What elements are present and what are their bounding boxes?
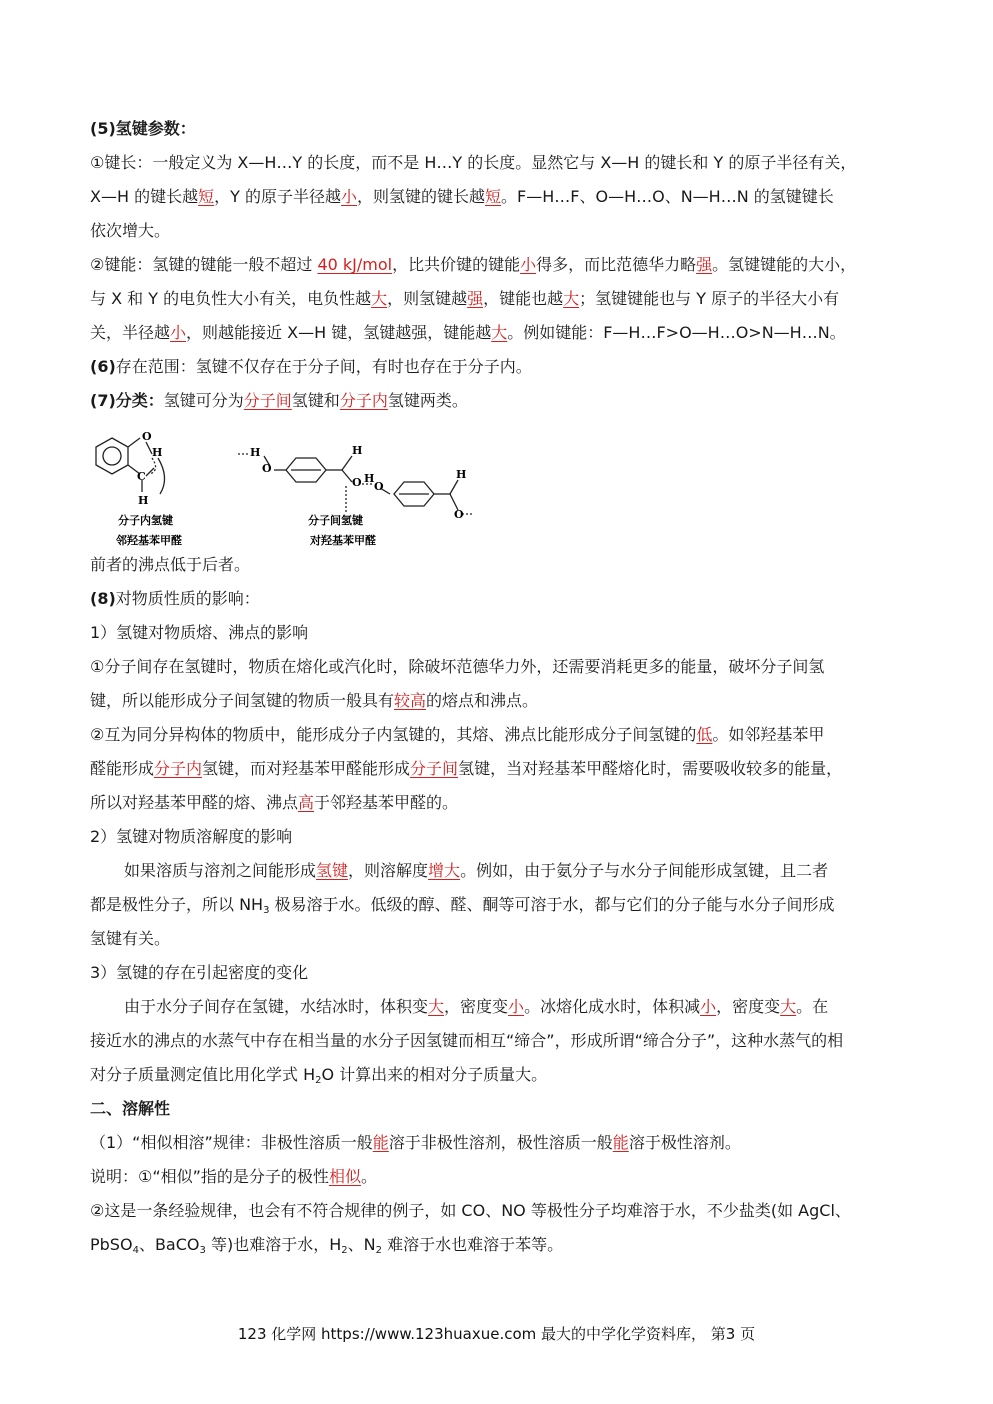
text-segment: 键，所以能形成分子间氢键的物质一般具有 xyxy=(90,691,395,710)
text-segment: (8) xyxy=(90,589,116,608)
text-segment: 极易溶于水。低级的醇、醛、酮等可溶于水，都与它们的分子能与水分子间形成 xyxy=(269,895,835,914)
subscript: 3 xyxy=(263,905,270,916)
text-line xyxy=(90,582,906,616)
intramolecular-label: 分子内氢键 xyxy=(118,514,173,527)
benzaldehyde-structures-diagram xyxy=(90,418,510,548)
answer-blank: 相似 xyxy=(328,1167,361,1186)
answer-blank: 40 kJ/mol xyxy=(317,255,393,274)
subscript: 4 xyxy=(132,1245,139,1256)
text-segment: 1）氢键对物质熔、沸点的影响 xyxy=(90,623,309,642)
text-segment: ②这是一条经验规律，也会有不符合规律的例子，如 CO、NO 等极性分子均难溶于水，不少盐类(如 AgCl、 xyxy=(90,1201,851,1220)
answer-blank: 短 xyxy=(198,187,215,206)
text-segment: 难溶于水也难溶于苯等。 xyxy=(381,1235,564,1254)
text-segment: O 计算出来的相对分子质量大。 xyxy=(321,1065,548,1084)
atom-h-label: H xyxy=(138,494,149,507)
text-segment: (5)氢键参数： xyxy=(90,119,196,138)
text-line xyxy=(90,1228,906,1262)
text-line xyxy=(90,820,906,854)
text-segment: 。氢键键能的大小， xyxy=(712,255,857,274)
text-segment: 。 xyxy=(360,1167,377,1186)
text-segment: 。如邻羟基苯甲 xyxy=(712,725,825,744)
answer-blank: 强 xyxy=(696,255,713,274)
ortho-name-label: 邻羟基苯甲醛 xyxy=(116,534,182,547)
text-segment: 。例如，由于氨分子与水分子间能形成氢键，且二者 xyxy=(460,861,829,880)
text-segment: 。在 xyxy=(796,997,829,1016)
text-segment: ，则溶解度 xyxy=(348,861,429,880)
text-segment: PbSO xyxy=(90,1235,133,1254)
answer-blank: 分子间 xyxy=(243,391,292,410)
answer-blank: 强 xyxy=(467,289,484,308)
text-segment: ①分子间存在氢键时，物质在熔化或汽化时，除破坏范德华力外，还需要消耗更多的能量，破坏分子间氢 xyxy=(90,657,825,676)
text-segment: ，密度变 xyxy=(444,997,509,1016)
text-line xyxy=(90,956,906,990)
text-line xyxy=(90,248,906,282)
text-segment: X—H 的键长越 xyxy=(90,187,199,206)
text-segment: (7)分类： xyxy=(90,391,164,410)
text-segment: 。冰熔化成水时，体积减 xyxy=(524,997,701,1016)
answer-blank: 氢键 xyxy=(316,861,349,880)
atom-o-label: O xyxy=(262,462,272,475)
answer-blank: 小 xyxy=(700,997,717,1016)
text-segment: 2）氢键对物质溶解度的影响 xyxy=(90,827,293,846)
text-segment: 、N xyxy=(347,1235,376,1254)
text-segment: 氢键，而对羟基苯甲醛能形成 xyxy=(202,759,411,778)
text-line xyxy=(90,282,906,316)
subscript: 2 xyxy=(341,1245,348,1256)
text-line xyxy=(90,1126,906,1160)
text-line xyxy=(90,616,906,650)
text-segment: 二、溶解性 xyxy=(90,1099,171,1118)
text-segment: 与 X 和 Y 的电负性大小有关，电负性越 xyxy=(90,289,372,308)
answer-blank: 低 xyxy=(696,725,713,744)
text-line xyxy=(90,548,906,582)
text-line xyxy=(90,384,906,418)
text-segment: 溶于非极性溶剂，极性溶质一般 xyxy=(388,1133,613,1152)
text-segment: 对分子质量测定值比用化学式 H xyxy=(90,1065,316,1084)
subscript: 2 xyxy=(375,1245,382,1256)
text-line xyxy=(90,146,906,180)
text-segment: ②互为同分异构体的物质中，能形成分子内氢键的，其熔、沸点比能形成分子间氢键的 xyxy=(90,725,697,744)
atom-o-label: O xyxy=(142,430,152,443)
text-segment: 。F—H…F、O—H…O、N—H…N 的氢键键长 xyxy=(501,187,834,206)
atom-h-label: H xyxy=(352,444,363,457)
text-segment: ；氢键键能也与 Y 原子的半径大小有 xyxy=(579,289,840,308)
page-footer: 123 化学网 https://www.123huaxue.com 最大的中学化学资料库， 第3 页 xyxy=(237,1325,756,1343)
text-line xyxy=(90,214,906,248)
para-name-label: 对羟基苯甲醛 xyxy=(310,534,376,547)
text-segment: 氢键，当对羟基苯甲醛熔化时，需要吸收较多的能量， xyxy=(458,759,843,778)
text-segment: (6) xyxy=(90,357,116,376)
text-segment: ，比共价键的键能 xyxy=(392,255,521,274)
text-line xyxy=(90,1092,906,1126)
text-line xyxy=(90,718,906,752)
text-line xyxy=(90,112,906,146)
text-block-hydrogen-bond-parameters xyxy=(90,112,906,418)
text-segment: 溶于极性溶剂。 xyxy=(628,1133,741,1152)
text-line xyxy=(90,1194,906,1228)
text-segment: 氢键可分为 xyxy=(163,391,244,410)
answer-blank: 小 xyxy=(508,997,525,1016)
answer-blank: 增大 xyxy=(428,861,461,880)
answer-blank: 小 xyxy=(520,255,537,274)
text-segment: 前者的沸点低于后者。 xyxy=(90,555,251,574)
text-segment: 都是极性分子，所以 NH xyxy=(90,895,264,914)
text-segment: ，密度变 xyxy=(716,997,781,1016)
text-segment: 的熔点和沸点。 xyxy=(426,691,539,710)
text-segment: 说明：①“相似”指的是分子的极性 xyxy=(90,1167,329,1186)
answer-blank: 分子内 xyxy=(339,391,388,410)
text-line xyxy=(90,684,906,718)
text-segment: 3）氢键的存在引起密度的变化 xyxy=(90,963,309,982)
text-line xyxy=(90,180,906,214)
text-segment: 所以对羟基苯甲醛的熔、沸点 xyxy=(90,793,299,812)
text-line xyxy=(90,990,906,1024)
text-segment: 、BaCO xyxy=(138,1235,200,1254)
answer-blank: 大 xyxy=(428,997,445,1016)
text-segment: 于邻羟基苯甲醛的。 xyxy=(314,793,459,812)
text-line xyxy=(90,350,906,384)
answer-blank: 大 xyxy=(491,323,508,342)
text-segment: 等)也难溶于水，H xyxy=(205,1235,342,1254)
text-segment: ，Y 的原子半径越 xyxy=(214,187,341,206)
text-segment: 存在范围：氢键不仅存在于分子间，有时也存在于分子内。 xyxy=(115,357,532,376)
answer-blank: 大 xyxy=(371,289,388,308)
text-segment: 氢键和 xyxy=(291,391,340,410)
atom-o-label: O xyxy=(352,476,362,489)
text-segment: ，键能也越 xyxy=(483,289,564,308)
atom-o-label: O xyxy=(374,480,384,493)
text-segment: 氢键有关。 xyxy=(90,929,171,948)
document-page xyxy=(90,112,906,1262)
answer-blank: 小 xyxy=(340,187,357,206)
answer-blank: 大 xyxy=(563,289,580,308)
answer-blank: 高 xyxy=(298,793,315,812)
atom-h-label: H xyxy=(250,446,261,459)
atom-o-label: O xyxy=(454,508,464,521)
atom-h-label: H xyxy=(364,472,375,485)
answer-blank: 小 xyxy=(170,323,187,342)
text-line xyxy=(90,1024,906,1058)
atom-h-label: H xyxy=(456,468,467,481)
text-segment: 。例如键能：F—H…F>O—H…O>N—H…N。 xyxy=(507,323,846,342)
text-line xyxy=(90,786,906,820)
intermolecular-label: 分子间氢键 xyxy=(308,514,363,527)
text-line xyxy=(90,650,906,684)
text-segment: 关，半径越 xyxy=(90,323,171,342)
text-segment: ②键能：氢键的键能一般不超过 xyxy=(90,255,318,274)
text-segment: 依次增大。 xyxy=(90,221,171,240)
text-segment: 由于水分子间存在氢键，水结冰时，体积变 xyxy=(124,997,429,1016)
answer-blank: 能 xyxy=(612,1133,629,1152)
text-segment: ，则氢键越 xyxy=(387,289,468,308)
text-line xyxy=(90,854,906,888)
answer-blank: 大 xyxy=(780,997,797,1016)
text-segment: 氢键两类。 xyxy=(387,391,468,410)
answer-blank: 分子内 xyxy=(154,759,203,778)
structure-figure xyxy=(90,418,906,548)
answer-blank: 短 xyxy=(485,187,502,206)
answer-blank: 较高 xyxy=(394,691,427,710)
text-segment: （1）“相似相溶”规律：非极性溶质一般 xyxy=(90,1133,373,1152)
text-segment: ，则氢键的键长越 xyxy=(357,187,486,206)
text-segment: 对物质性质的影响： xyxy=(115,589,260,608)
text-segment: ①键长：一般定义为 X—H…Y 的长度，而不是 H…Y 的长度。显然它与 X—H 的键长和 Y 的原子半径有关， xyxy=(90,153,857,172)
text-segment: 如果溶质与溶剂之间能形成 xyxy=(124,861,317,880)
text-block-effects-and-solubility xyxy=(90,548,906,1262)
answer-blank: 能 xyxy=(372,1133,389,1152)
text-segment: 接近水的沸点的水蒸气中存在相当量的水分子因氢键而相互“缔合”，形成所谓“缔合分子”，这种水蒸气的相 xyxy=(90,1031,844,1050)
text-segment: 醛能形成 xyxy=(90,759,155,778)
atom-c-label: C xyxy=(137,470,146,483)
text-line xyxy=(90,1160,906,1194)
text-line xyxy=(90,922,906,956)
text-segment: 得多，而比范德华力略 xyxy=(536,255,697,274)
text-line xyxy=(90,1058,906,1092)
subscript: 3 xyxy=(199,1245,206,1256)
text-line xyxy=(90,752,906,786)
subscript: 2 xyxy=(315,1075,322,1086)
text-line xyxy=(90,888,906,922)
text-line xyxy=(90,316,906,350)
atom-h-label: H xyxy=(152,446,163,459)
text-segment: ，则越能接近 X—H 键，氢键越强，键能越 xyxy=(186,323,492,342)
answer-blank: 分子间 xyxy=(410,759,459,778)
